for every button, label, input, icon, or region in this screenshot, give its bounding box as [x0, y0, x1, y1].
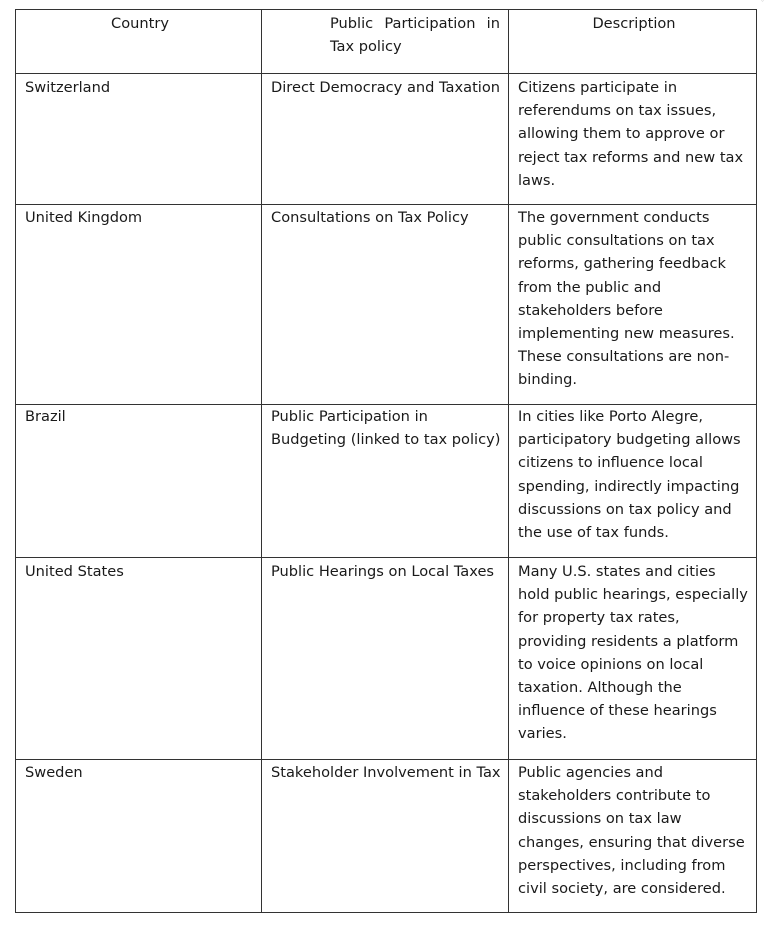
cell-participation: Public Participation in Budgeting (linked to tax policy): [262, 405, 509, 558]
header-participation: Public Participation in Tax policy: [262, 10, 509, 74]
cell-country: United States: [16, 558, 262, 760]
cell-description: Citizens participate in referendums on tax issues, allowing them to approve or reject tax reforms and new tax laws.: [509, 74, 757, 205]
page-corner-mark: °: [761, 0, 764, 6]
cell-country: United Kingdom: [16, 205, 262, 405]
table-row: [16, 405, 757, 558]
table-row: [16, 558, 757, 760]
cell-description: The government conducts public consultations on tax reforms, gathering feedback from the public and stakeholders before implementing new measures. These consultations are non-binding.: [509, 205, 757, 405]
table-row: [16, 205, 757, 405]
tax-participation-table: [15, 9, 757, 913]
cell-country: Brazil: [16, 405, 262, 558]
cell-description: Public agencies and stakeholders contribute to discussions on tax law changes, ensuring that diverse perspectives, including from civil society, are considered.: [509, 760, 757, 913]
table-row: [16, 74, 757, 205]
cell-description: In cities like Porto Alegre, participatory budgeting allows citizens to influence local spending, indirectly impacting discussions on tax policy and the use of tax funds.: [509, 405, 757, 558]
cell-participation: Consultations on Tax Policy: [262, 205, 509, 405]
cell-country: Switzerland: [16, 74, 262, 205]
cell-participation: Public Hearings on Local Taxes: [262, 558, 509, 760]
header-country: Country: [16, 10, 262, 74]
cell-description: Many U.S. states and cities hold public hearings, especially for property tax rates, providing residents a platform to voice opinions on local taxation. Although the influence of these hearings varies.: [509, 558, 757, 760]
cell-participation: Direct Democracy and Taxation: [262, 74, 509, 205]
table-header-row: [16, 10, 757, 74]
table-row: [16, 760, 757, 913]
header-description: Description: [509, 10, 757, 74]
cell-participation: Stakeholder Involvement in Tax: [262, 760, 509, 913]
cell-country: Sweden: [16, 760, 262, 913]
